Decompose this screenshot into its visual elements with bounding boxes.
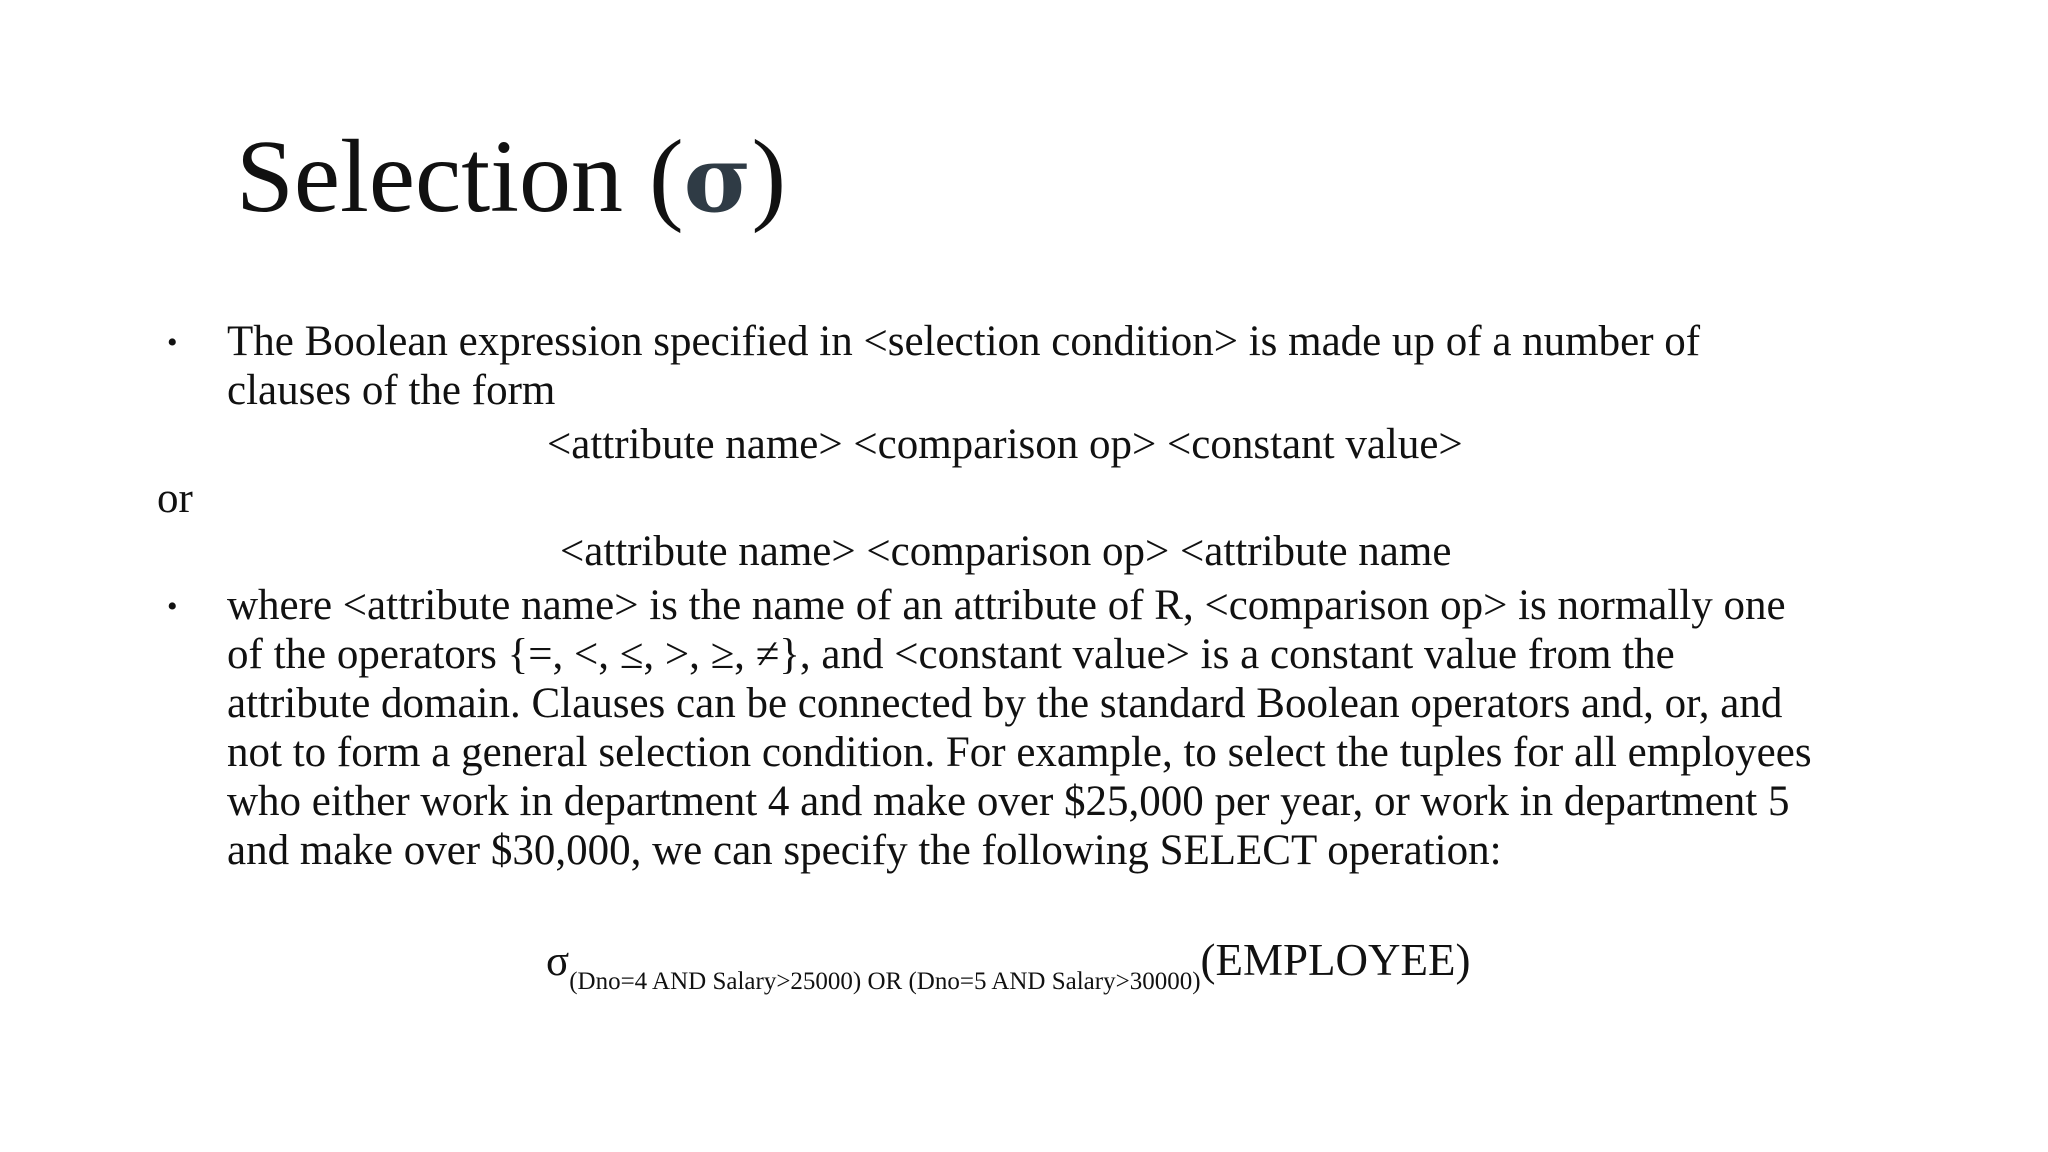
or-connector: or [157,475,193,522]
bullet-1-line: clauses of the form [227,367,556,414]
bullet-2-line: where <attribute name> is the name of an attribute of R, <comparison op> is normally one [227,582,1786,629]
sigma-symbol: σ [683,125,752,233]
formula-relation: (EMPLOYEE) [1200,935,1471,985]
clause-form-constant: <attribute name> <comparison op> <constant value> [547,421,1463,468]
bullet-1-dot: • [167,326,178,359]
select-operation-formula [546,930,1471,1012]
title-close-paren: ) [751,119,787,234]
formula-condition-subscript: (Dno=4 AND Salary>25000) OR (Dno=5 AND Salary>30000) [569,968,1201,995]
clause-form-attribute: <attribute name> <comparison op> <attribute name [560,528,1452,575]
bullet-2-line: and make over $30,000, we can specify the following SELECT operation: [227,827,1502,874]
bullet-2-line: not to form a general selection condition. For example, to select the tuples for all employees [227,729,1812,776]
slide-title [236,112,786,244]
bullet-2-line: of the operators {=, <, ≤, >, ≥, ≠}, and <constant value> is a constant value from the [227,631,1675,678]
bullet-2-paragraph [227,581,1812,875]
bullet-2-line: attribute domain. Clauses can be connected by the standard Boolean operators and, or, and [227,680,1783,727]
bullet-1-line: The Boolean expression specified in <selection condition> is made up of a number of [227,318,1701,365]
title-text: Selection ( [236,119,684,234]
bullet-1-paragraph [227,317,1700,415]
bullet-2-line: who either work in department 4 and make over $25,000 per year, or work in department 5 [227,778,1790,825]
formula-sigma: σ [546,938,570,985]
bullet-2-dot: • [167,590,178,623]
